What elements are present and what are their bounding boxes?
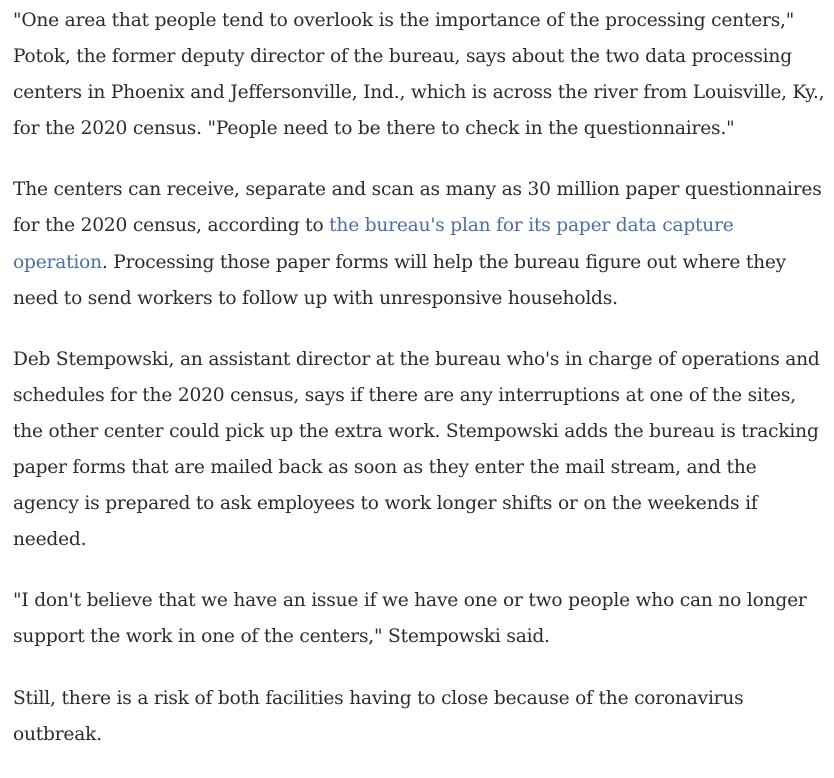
paragraph-stempowski-operations: Deb Stempowski, an assistant director at the bureau who's in charge of operations and schedules for the 2020 census, says if there are any interruptions at one of the sites, the other center could pick up the extra work. Stempowski adds the bureau is tracking paper forms that are mailed back as soon as they enter the mail stream, and the agency is prepared to ask employees to work longer shifts or on the weekends if needed. (13, 348, 820, 551)
paragraph-text: . Processing those paper forms will help the bureau figure out where they need to send workers to follow up with unresponsive households. (13, 251, 786, 309)
paragraph-processing-capacity (13, 172, 825, 316)
paragraph-text: The centers can receive, separate and scan as many as 30 million paper questionnaires for the 2020 census, according to (13, 179, 822, 237)
paragraph-stempowski-quote: "I don't believe that we have an issue if we have one or two people who can no longer support the work in one of the centers," Stempowski said. (13, 590, 807, 648)
paragraph-closure-risk: Still, there is a risk of both facilities having to close because of the coronavirus outbreak. (13, 687, 744, 745)
paragraph-potok-quote: "One area that people tend to overlook is the importance of the processing centers," Potok, the former deputy director of the bureau, says about the two data processing centers in Phoenix and Jeffersonville, Ind., which is across the river from Louisville, Ky., for the 2020 census. "People need to be there to check in the questionnaires." (13, 10, 825, 140)
paper-data-capture-plan-link[interactable]: the bureau's plan for its paper data capture operation (13, 215, 734, 273)
article-body (13, 0, 825, 778)
